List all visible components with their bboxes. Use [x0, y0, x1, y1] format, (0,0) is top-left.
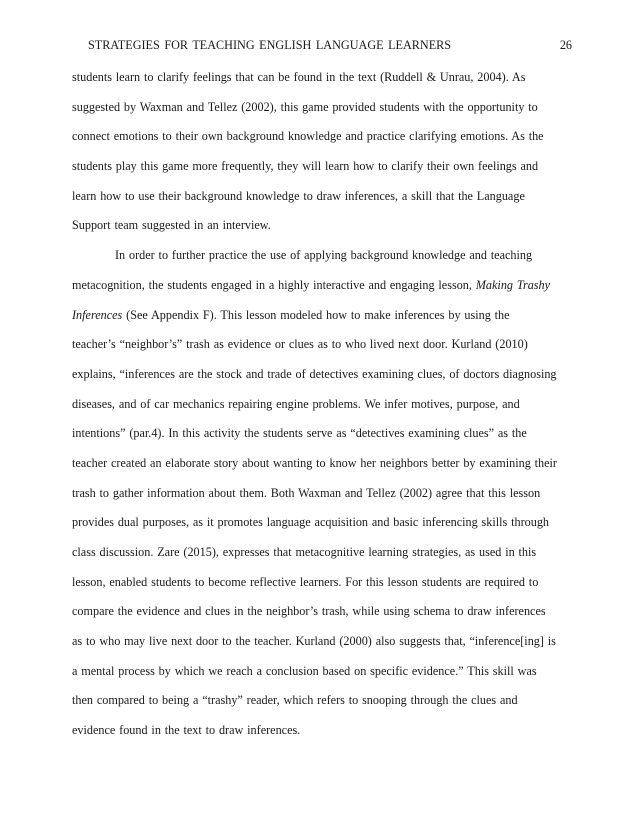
- text-line: teacher’s “neighbor’s” trash as evidence or clues as to who lived next door. Kurland (2010): [72, 337, 528, 352]
- text-segment: metacognition, the students engaged in a highly interactive and engaging lesson,: [72, 277, 476, 292]
- paragraph-first-line: In order to further practice the use of applying background knowledge and teaching: [115, 248, 533, 263]
- text-line: students learn to clarify feelings that can be found in the text (Ruddell & Unrau, 2004). As: [72, 70, 526, 84]
- text-line: as to who may live next door to the teacher. Kurland (2000) also suggests that, “inference[ing] is: [72, 634, 556, 649]
- text-segment: (See Appendix F). This lesson modeled how to make inferences by using the: [122, 307, 510, 322]
- text-line: learn how to use their background knowledge to draw inferences, a skill that the Language: [72, 188, 525, 203]
- lesson-title-continued: Inferences: [72, 307, 123, 322]
- running-head: STRATEGIES FOR TEACHING ENGLISH LANGUAGE LEARNERS: [88, 38, 452, 52]
- text-line: provides dual purposes, as it promotes language acquisition and basic inferencing skills through: [72, 515, 550, 530]
- text-line: evidence found in the text to draw inferences.: [72, 723, 301, 738]
- lesson-title: Making Trashy: [475, 277, 551, 292]
- text-line: suggested by Waxman and Tellez (2002), this game provided students with the opportunity to: [72, 99, 538, 114]
- text-line: Support team suggested in an interview.: [72, 218, 271, 233]
- text-line: explains, “inferences are the stock and trade of detectives examining clues, of doctors diagnosing: [72, 366, 557, 381]
- text-line: class discussion. Zare (2015), expresses that metacognitive learning strategies, as used in this: [72, 545, 537, 559]
- text-line: [72, 275, 572, 305]
- text-line: a mental process by which we reach a conclusion based on specific evidence.” This skill was: [72, 663, 537, 678]
- text-line: diseases, and of car mechanics repairing engine problems. We infer motives, purpose, and: [72, 396, 520, 411]
- text-line: then compared to being a “trashy” reader, which refers to snooping through the clues and: [72, 693, 518, 708]
- text-line: [72, 305, 572, 335]
- body-text: [72, 67, 572, 750]
- page-number: 26: [559, 38, 572, 52]
- text-line: students play this game more frequently, they will learn how to clarify their own feelings and: [72, 159, 539, 174]
- text-line: intentions” (par.4). In this activity the students serve as “detectives examining clues” as the: [72, 426, 527, 441]
- text-line: teacher created an elaborate story about wanting to know her neighbors better by examining their: [72, 455, 557, 470]
- text-line: connect emotions to their own background knowledge and practice clarifying emotions. As the: [72, 129, 544, 144]
- text-line: compare the evidence and clues in the neighbor’s trash, while using schema to draw inferences: [72, 604, 546, 619]
- text-line: lesson, enabled students to become reflective learners. For this lesson students are required to: [72, 574, 539, 589]
- text-line: trash to gather information about them. Both Waxman and Tellez (2002) agree that this lesson: [72, 485, 541, 500]
